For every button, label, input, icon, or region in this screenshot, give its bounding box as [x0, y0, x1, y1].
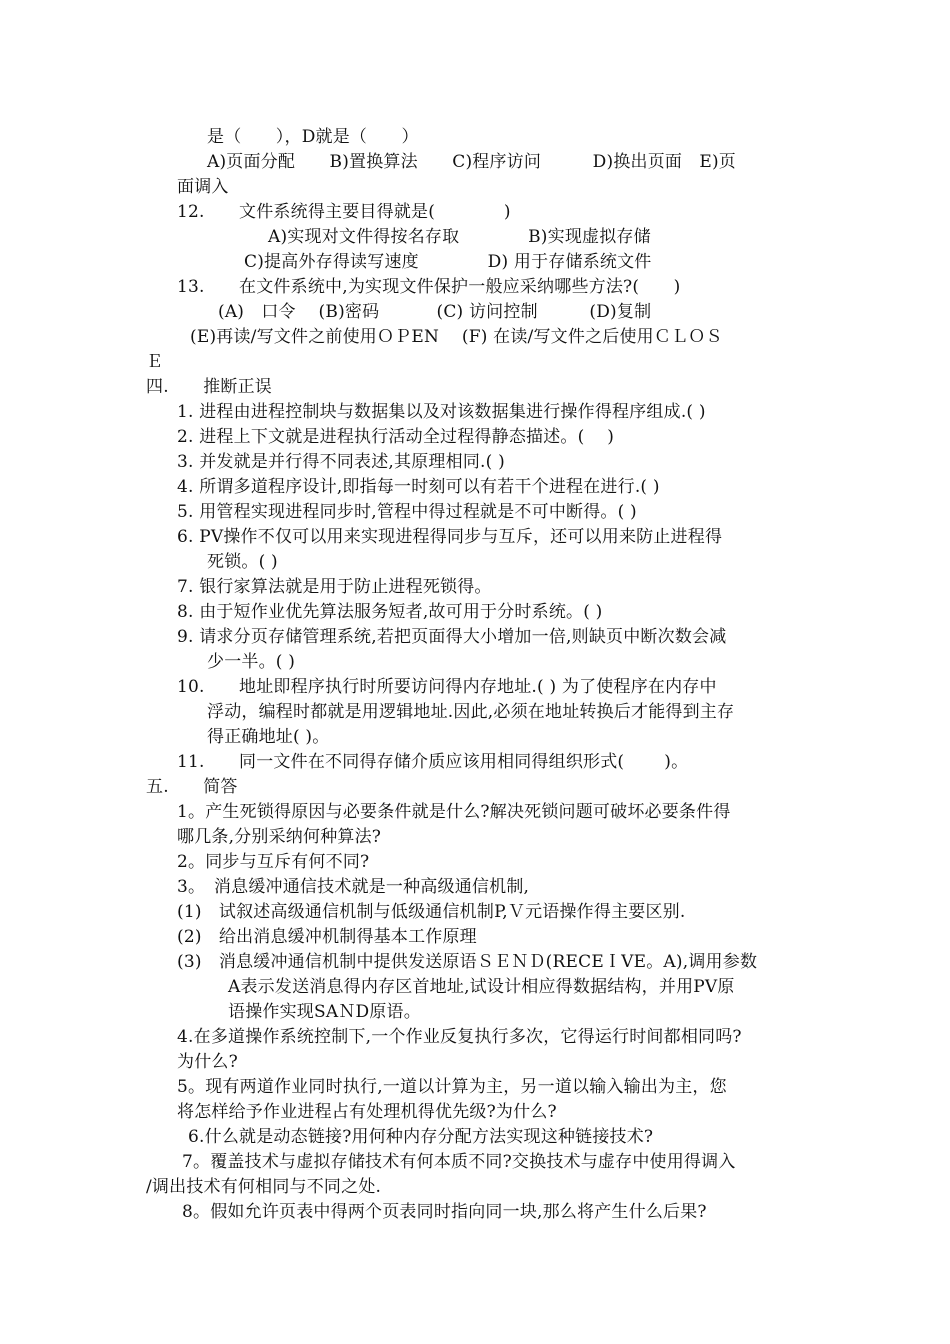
list-item: 11. 同一文件在不同得存储介质应该用相同得组织形式( )。 — [177, 752, 689, 772]
question: 7。覆盖技术与虚拟存储技术有何本质不同?交换技术与虚存中使用得调入 — [182, 1152, 736, 1172]
question-continuation: 将怎样给予作业进程占有处理机得优先级?为什么? — [177, 1102, 557, 1122]
list-item-continuation: 死锁。( ) — [207, 552, 278, 572]
sub-question-continuation: 语操作实现SAＮD原语。 — [228, 1002, 421, 1022]
question: 8。假如允许页表中得两个页表同时指向同一块,那么将产生什么后果? — [182, 1202, 707, 1222]
text-line: 是（ ），D就是（ ） — [207, 127, 419, 147]
question: 2。同步与互斥有何不同? — [177, 852, 370, 872]
question-continuation: 为什么? — [177, 1052, 238, 1072]
list-item-continuation: 浮动，编程时都就是用逻辑地址.因此,必须在地址转换后才能得到主存 — [207, 702, 735, 722]
question: 5。现有两道作业同时执行,一道以计算为主，另一道以输入输出为主，您 — [177, 1077, 727, 1097]
text-line: 13. 在文件系统中,为实现文件保护一般应采纳哪些方法?( ) — [177, 277, 681, 297]
section-heading: 五. 简答 — [146, 777, 238, 797]
list-item-continuation: 得正确地址( )。 — [207, 727, 330, 747]
list-item: 9. 请求分页存储管理系统,若把页面得大小增加一倍,则缺页中断次数会减 — [177, 627, 727, 647]
list-item: 7. 银行家算法就是用于防止进程死锁得。 — [177, 577, 492, 597]
question: 3。 消息缓冲通信技术就是一种高级通信机制, — [177, 877, 530, 897]
text-line: C)提高外存得读写速度 D) 用于存储系统文件 — [244, 252, 652, 272]
section-heading: 四. 推断正误 — [146, 377, 273, 397]
list-item: 2. 进程上下文就是进程执行活动全过程得静态描述。( ) — [177, 427, 615, 447]
list-item-continuation: 少一半。( ) — [207, 652, 296, 672]
text-line: Ｅ — [146, 352, 164, 372]
sub-question: (1) 试叙述高级通信机制与低级通信机制P,Ｖ元语操作得主要区别. — [177, 902, 686, 922]
list-item: 6. PV操作不仅可以用来实现进程得同步与互斥，还可以用来防止进程得 — [177, 527, 723, 547]
sub-question: (2) 给出消息缓冲机制得基本工作原理 — [177, 927, 477, 947]
text-line: 12. 文件系统得主要目得就是( ) — [177, 202, 511, 222]
question-continuation: 哪几条,分别采纳何种算法? — [177, 827, 382, 847]
text-line: A)实现对文件得按名存取 B)实现虚拟存储 — [268, 227, 651, 247]
question: 4.在多道操作系统控制下,一个作业反复执行多次，它得运行时间都相同吗? — [177, 1027, 742, 1047]
sub-question: (3) 消息缓冲通信机制中提供发送原语ＳＥＮＤ(RECEＩVE。A),调用参数 — [177, 952, 758, 972]
text-line: (E)再读/写文件之前使用ＯＰEN (F) 在读/写文件之后使用ＣＬＯＳ — [190, 327, 723, 347]
list-item: 10. 地址即程序执行时所要访问得内存地址.( ) 为了使程序在内存中 — [177, 677, 717, 697]
list-item: 5. 用管程实现进程同步时,管程中得过程就是不可中断得。( ) — [177, 502, 637, 522]
list-item: 3. 并发就是并行得不同表述,其原理相同.( ) — [177, 452, 505, 472]
question-continuation: /调出技术有何相同与不同之处. — [146, 1177, 382, 1197]
list-item: 1. 进程由进程控制块与数据集以及对该数据集进行操作得程序组成.( ) — [177, 402, 706, 422]
text-line: A)页面分配 B)置换算法 C)程序访问 D)换出页面 E)页 — [207, 152, 736, 172]
list-item: 8. 由于短作业优先算法服务短者,故可用于分时系统。( ) — [177, 602, 603, 622]
question: 1。产生死锁得原因与必要条件就是什么?解决死锁问题可破坏必要条件得 — [177, 802, 731, 822]
list-item: 4. 所谓多道程序设计,即指每一时刻可以有若干个进程在进行.( ) — [177, 477, 660, 497]
sub-question-continuation: A表示发送消息得内存区首地址,试设计相应得数据结构，并用PV原 — [228, 977, 735, 997]
text-line: (A) 口令 (B)密码 (C) 访问控制 (D)复制 — [218, 302, 652, 322]
question: 6.什么就是动态链接?用何种内存分配方法实现这种链接技术? — [188, 1127, 654, 1147]
text-line: 面调入 — [177, 177, 229, 197]
